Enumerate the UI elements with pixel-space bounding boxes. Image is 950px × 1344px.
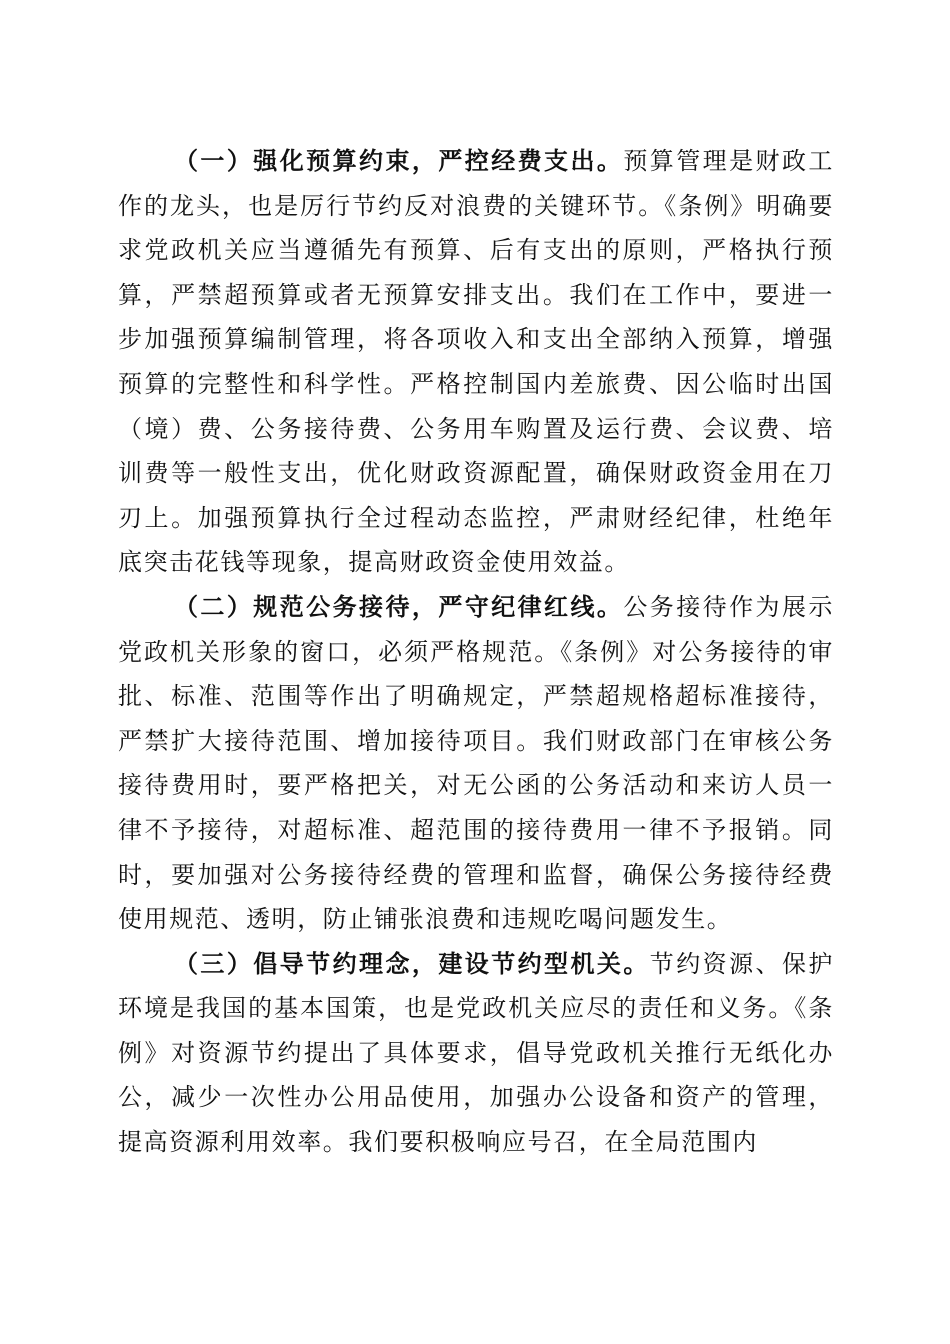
paragraph-3-body: 节约资源、保护环境是我国的基本国策，也是党政机关应尽的责任和义务。《条例》对资源节约提出了具体要求，倡导党政机关推行无纸化办公，减少一次性办公用品使用，加强办公设备和资产的管理，提高资源利用效率。我们要积极响应号召，在全局范围内 bbox=[118, 949, 834, 1157]
document-body bbox=[118, 139, 834, 1165]
paragraph-2 bbox=[118, 585, 834, 942]
paragraph-3-heading: （三）倡导节约理念，建设节约型机关。 bbox=[174, 948, 650, 978]
paragraph-1-heading: （一）强化预算约束，严控经费支出。 bbox=[174, 146, 624, 175]
paragraph-1 bbox=[118, 139, 834, 585]
paragraph-2-heading: （二）规范公务接待，严守纪律红线。 bbox=[174, 591, 624, 621]
paragraph-3 bbox=[118, 942, 834, 1165]
paragraph-1-body: 预算管理是财政工作的龙头，也是厉行节约反对浪费的关键环节。《条例》明确要求党政机关应当遵循先有预算、后有支出的原则，严格执行预算，严禁超预算或者无预算安排支出。我们在工作中，要进一步加强预算编制管理，将各项收入和支出全部纳入预算，增强预算的完整性和科学性。严格控制国内差旅费、因公临时出国（境）费、公务接待费、公务用车购置及运行费、会议费、培训费等一般性支出，优化财政资源配置，确保财政资金用在刀刃上。加强预算执行全过程动态监控，严肃财经纪律，杜绝年底突击花钱等现象，提高财政资金使用效益。 bbox=[118, 147, 834, 577]
paragraph-2-body: 公务接待作为展示党政机关形象的窗口，必须严格规范。《条例》对公务接待的审批、标准、范围等作出了明确规定，严禁超规格超标准接待，严禁扩大接待范围、增加接待项目。我们财政部门在审核公务接待费用时，要严格把关，对无公函的公务活动和来访人员一律不予接待，对超标准、超范围的接待费用一律不予报销。同时，要加强对公务接待经费的管理和监督，确保公务接待经费使用规范、透明，防止铺张浪费和违规吃喝问题发生。 bbox=[118, 592, 834, 934]
